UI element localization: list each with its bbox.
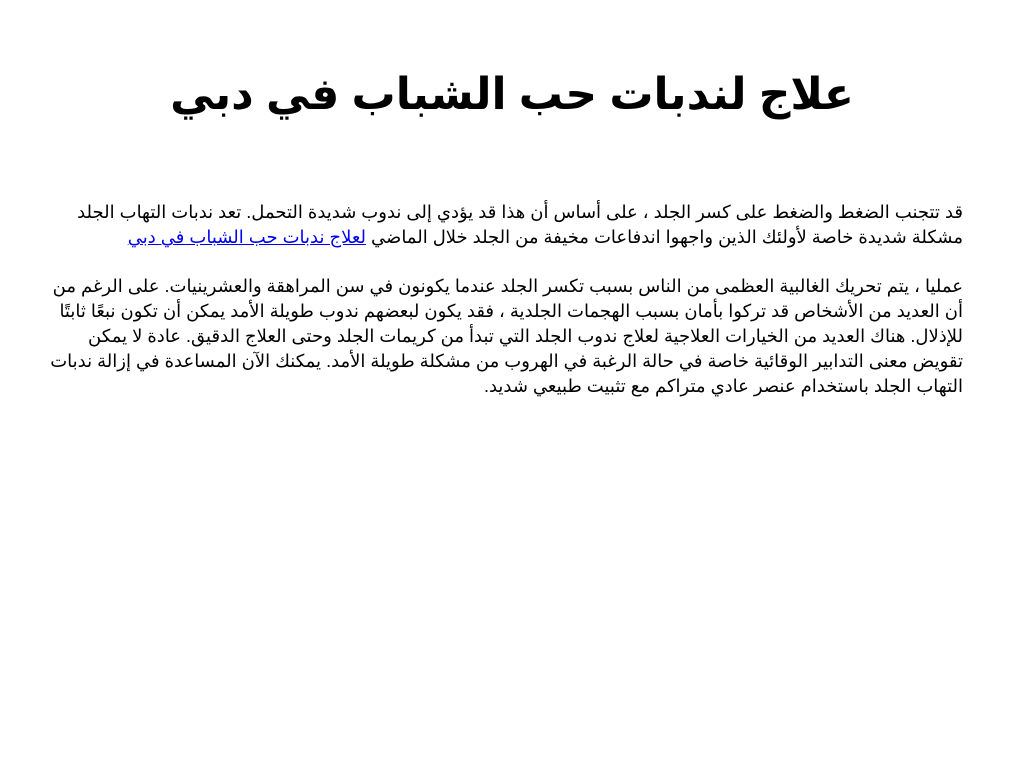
acne-scar-treatment-link[interactable]: لعلاج ندبات حب الشباب في دبي [127, 227, 367, 247]
slide-body [50, 200, 963, 423]
page-title: علاج لندبات حب الشباب في دبي [170, 70, 854, 119]
paragraph-2: عمليا ، يتم تحريك الغالبية العظمى من الناس بسبب تكسر الجلد عندما يكونون في سن المراهقة والعشرينيات. على الرغم من أن العديد من الأشخاص قد تركوا بأمان بسبب الهجمات الجلدية ، فقد يكون لبعضهم ندوب طويلة الأمد يمكن أن تكون نبعًا ثابتًا للإذلال. هناك العديد من الخيارات العلاجية لعلاج ندوب الجلد التي تبدأ من كريمات الجلد وحتى العلاج الدقيق. عادة لا يمكن تقويض معنى التدابير الوقائية خاصة في حالة الرغبة في الهروب من مشكلة طويلة الأمد. يمكنك الآن المساعدة في إزالة ندبات التهاب الجلد باستخدام عنصر عادي متراكم مع تثبيت طبيعي شديد. [50, 276, 963, 396]
paragraph-1 [50, 200, 963, 250]
paragraph-1-text: قد تتجنب الضغط والضغط على كسر الجلد ، على أساس أن هذا قد يؤدي إلى ندوب شديدة التحمل. تعد ندبات التهاب الجلد مشكلة شديدة خاصة لأولئك الذين واجهوا اندفاعات مخيفة من الجلد خلال الماضي [77, 202, 963, 247]
